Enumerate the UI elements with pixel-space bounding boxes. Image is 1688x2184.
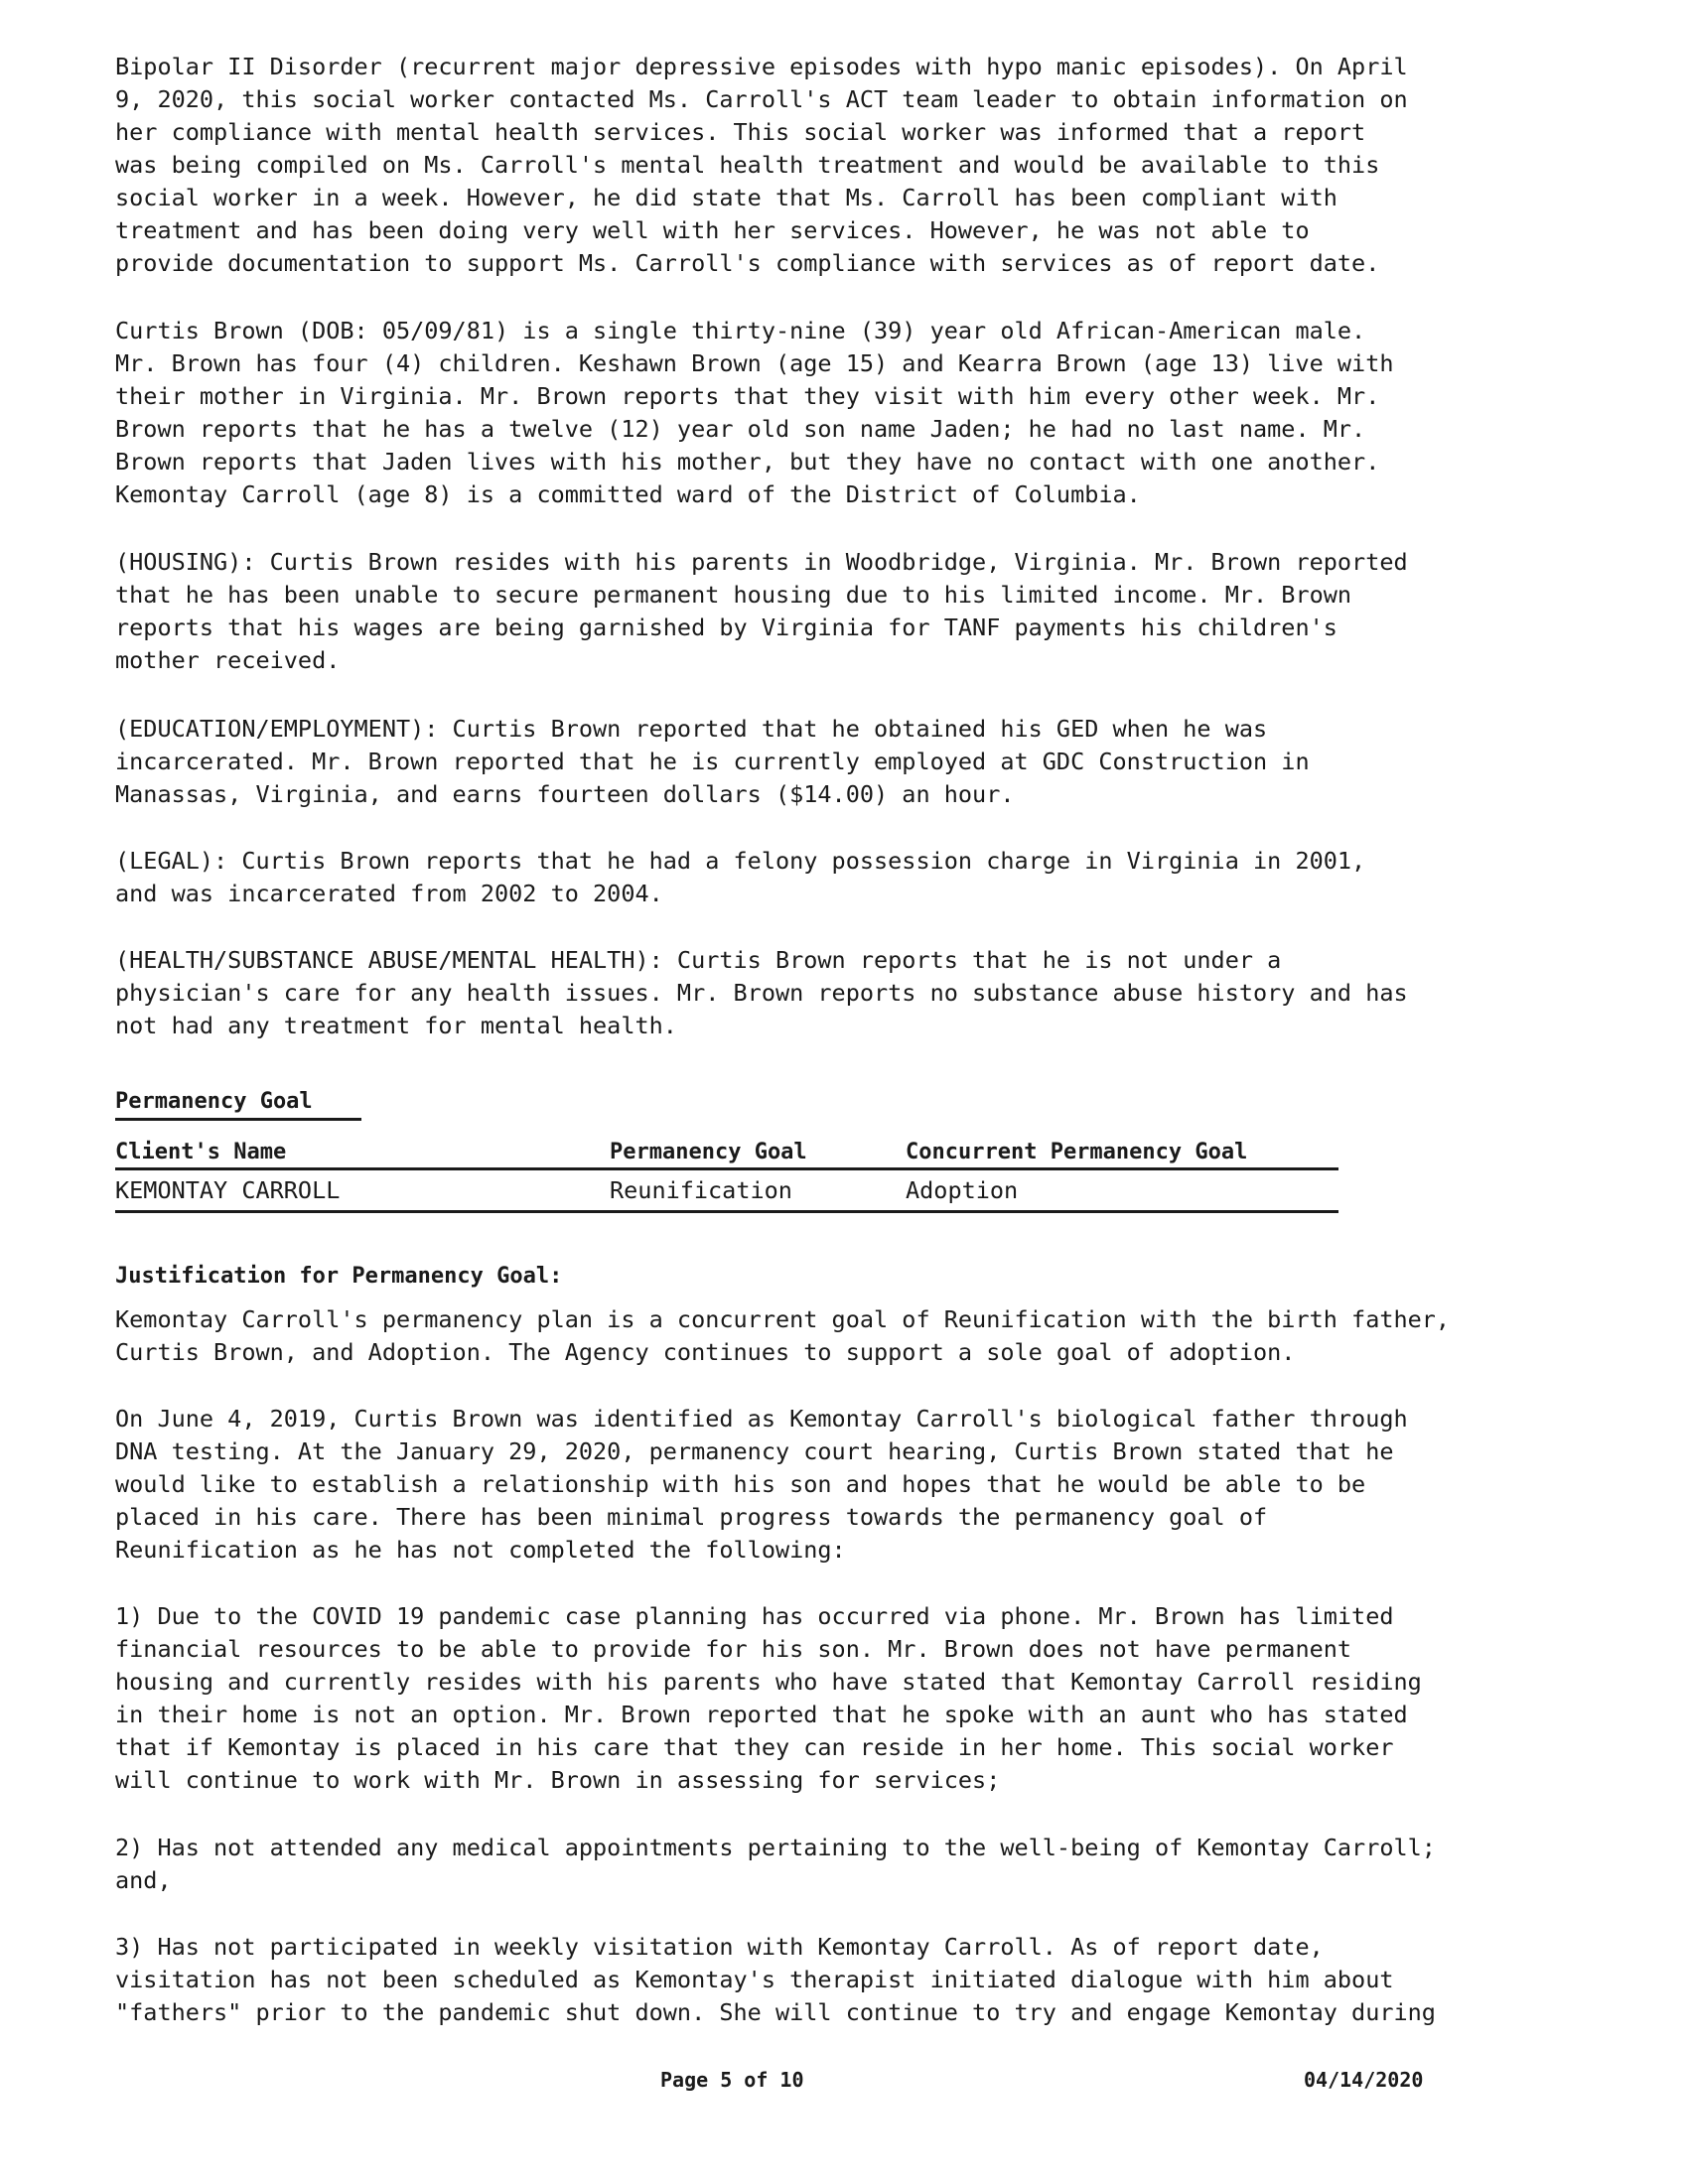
table-cell-client-name: KEMONTAY CARROLL xyxy=(115,1176,341,1204)
permanency-goal-heading: Permanency Goal xyxy=(115,1088,361,1121)
paragraph-education-employment: (EDUCATION/EMPLOYMENT): Curtis Brown reported that he obtained his GED when he was incarcerated. Mr. Brown reported that he is currently employed at GDC Construction in Manassas, Virginia, and earns fourteen dollars ($14.00) an hour. xyxy=(115,715,1310,808)
permanency-goal-table xyxy=(115,1136,1338,1213)
table-cell-concurrent-goal: Adoption xyxy=(906,1176,1019,1204)
paragraph-mental-health-compliance: Bipolar II Disorder (recurrent major depressive episodes with hypo manic episodes). On April 9, 2020, this social worker contacted Ms. Carroll's ACT team leader to obtain information on her compliance with mental health services. This social worker was informed that a report was being compiled on Ms. Carroll's mental health treatment and would be available to this social worker in a week. However, he did state that Ms. Carroll has been compliant with treatment and has been doing very well with her services. However, he was not able to provide documentation to support Ms. Carroll's compliance with services as of report date. xyxy=(115,53,1408,277)
paragraph-item-3-visitation: 3) Has not participated in weekly visitation with Kemontay Carroll. As of report date, visitation has not been scheduled as Kemontay's therapist initiated dialogue with him about "fathers" prior to the pandemic shut down. She will continue to try and engage Kemontay during xyxy=(115,1933,1436,2026)
paragraph-health: (HEALTH/SUBSTANCE ABUSE/MENTAL HEALTH): Curtis Brown reports that he is not under a physician's care for any health issues. Mr. Brown reports no substance abuse history and has not had any treatment for mental health. xyxy=(115,946,1408,1039)
paragraph-housing: (HOUSING): Curtis Brown resides with his parents in Woodbridge, Virginia. Mr. Brown reported that he has been unable to secure permanent housing due to his limited income. Mr. Brown reports that his wages are being garnished by Virginia for TANF payments his children's mother received. xyxy=(115,548,1408,674)
table-header-row xyxy=(115,1136,1338,1170)
paragraph-item-1-case-planning: 1) Due to the COVID 19 pandemic case planning has occurred via phone. Mr. Brown has limited financial resources to be able to provide for his son. Mr. Brown does not have permanent housing and currently resides with his parents who have stated that Kemontay Carroll residing in their home is not an option. Mr. Brown reported that he spoke with an aunt who has stated that if Kemontay is placed in his care that they can reside in her home. This social worker will continue to work with Mr. Brown in assessing for services; xyxy=(115,1602,1422,1794)
table-cell-permanency-goal: Reunification xyxy=(610,1176,792,1204)
table-row xyxy=(115,1170,1338,1213)
column-header-concurrent-goal: Concurrent Permanency Goal xyxy=(906,1140,1248,1164)
paragraph-legal: (LEGAL): Curtis Brown reports that he had a felony possession charge in Virginia in 2001, and was incarcerated from 2002 to 2004. xyxy=(115,847,1366,907)
paragraph-curtis-brown-background: Curtis Brown (DOB: 05/09/81) is a single thirty-nine (39) year old African-American male. Mr. Brown has four (4) children. Keshawn Brown (age 15) and Kearra Brown (age 13) live with their mother in Virginia. Mr. Brown reports that they visit with him every other week. Mr. Brown reports that he has a twelve (12) year old son name Jaden; he had no last name. Mr. Brown reports that Jaden lives with his mother, but they have no contact with one another. Kemontay Carroll (age 8) is a committed ward of the District of Columbia. xyxy=(115,317,1394,508)
justification-heading: Justification for Permanency Goal: xyxy=(115,1264,563,1289)
page-number: Page 5 of 10 xyxy=(660,2068,804,2092)
paragraph-item-2-medical: 2) Has not attended any medical appointments pertaining to the well-being of Kemontay Carroll; and, xyxy=(115,1834,1436,1894)
paragraph-paternity-progress: On June 4, 2019, Curtis Brown was identified as Kemontay Carroll's biological father through DNA testing. At the January 29, 2020, permanency court hearing, Curtis Brown stated that he would like to establish a relationship with his son and hopes that he would be able to be placed in his care. There has been minimal progress towards the permanency goal of Reunification as he has not completed the following: xyxy=(115,1405,1408,1564)
column-header-permanency-goal: Permanency Goal xyxy=(610,1140,807,1164)
report-date: 04/14/2020 xyxy=(1304,2068,1424,2092)
paragraph-permanency-plan: Kemontay Carroll's permanency plan is a concurrent goal of Reunification with the birth father, Curtis Brown, and Adoption. The Agency continues to support a sole goal of adoption. xyxy=(115,1305,1451,1366)
column-header-client-name: Client's Name xyxy=(115,1140,287,1164)
